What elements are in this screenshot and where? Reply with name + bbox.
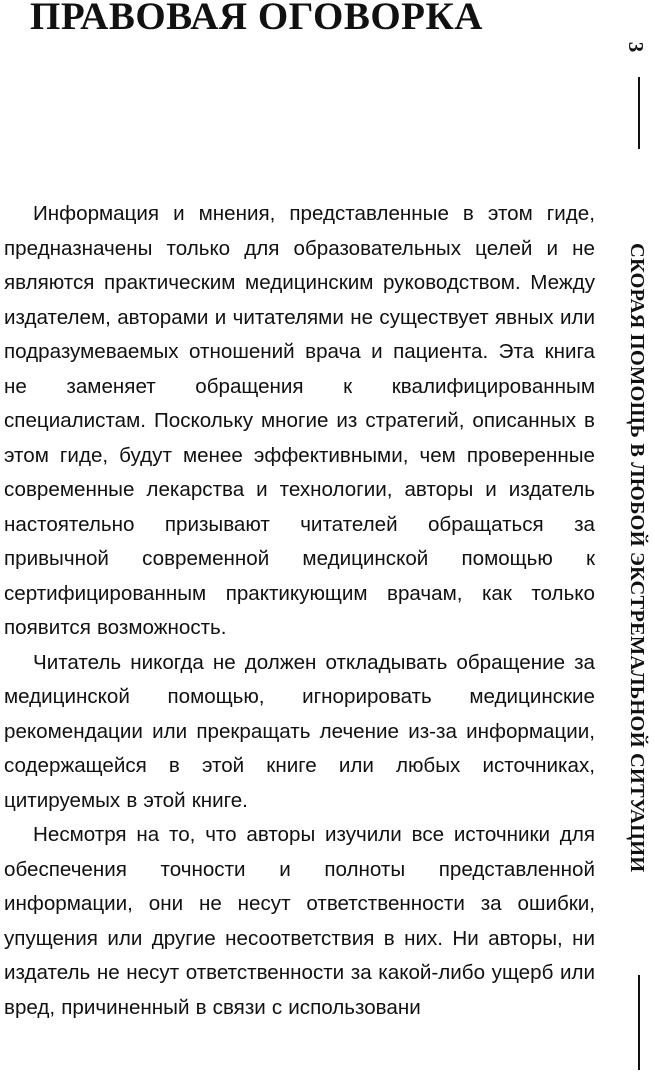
paragraph: Читатель никогда не должен откладывать обращение за медицинской помощью, игнорировать медицинские рекомендации или прекращать лечение из-за информации, содержащейся в этой книге или любых источниках, цитируемых в этой книге. — [4, 650, 595, 812]
divider-rule — [638, 975, 640, 1070]
divider-rule — [638, 77, 640, 149]
side-margin — [618, 0, 655, 1079]
running-head: СКОРАЯ ПОМОЩЬ В ЛЮБОЙ ЭКСТРЕМАЛЬНОЙ СИТУАЦИИ — [626, 242, 648, 873]
paragraph: Информация и мнения, представленные в этом гиде, предназначены только для образовательных целей и не являются практическим медицинским руководством. Между издателем, авторами и читателями не существует явных или подразумеваемых отношений врача и пациента. Эта книга не заменяет обращения к квалифицированным специалистам. Поскольку многие из стратегий, описанных в этом гиде, будут менее эффективными, чем проверенные современные лекарства и технологии, авторы и издатель настоятельно призывают читателей обращаться за привычной современной медицинской помощью к сертифицированным практикующим врачам, как только появится возможность. — [4, 202, 595, 639]
page-number: 3 — [624, 41, 648, 53]
paragraph: Несмотря на то, что авторы изучили все источники для обеспечения точности и полноты представленной информации, они не несут ответственности за ошибки, упущения или другие несоответствия в них. Ни авторы, ни издатель не несут ответственности за какой-либо ущерб или вред, причиненный в связи с использовани — [4, 823, 595, 1019]
page-title: ПРАВОВАЯ ОГОВОРКА — [30, 0, 483, 38]
body-text — [4, 197, 595, 1025]
